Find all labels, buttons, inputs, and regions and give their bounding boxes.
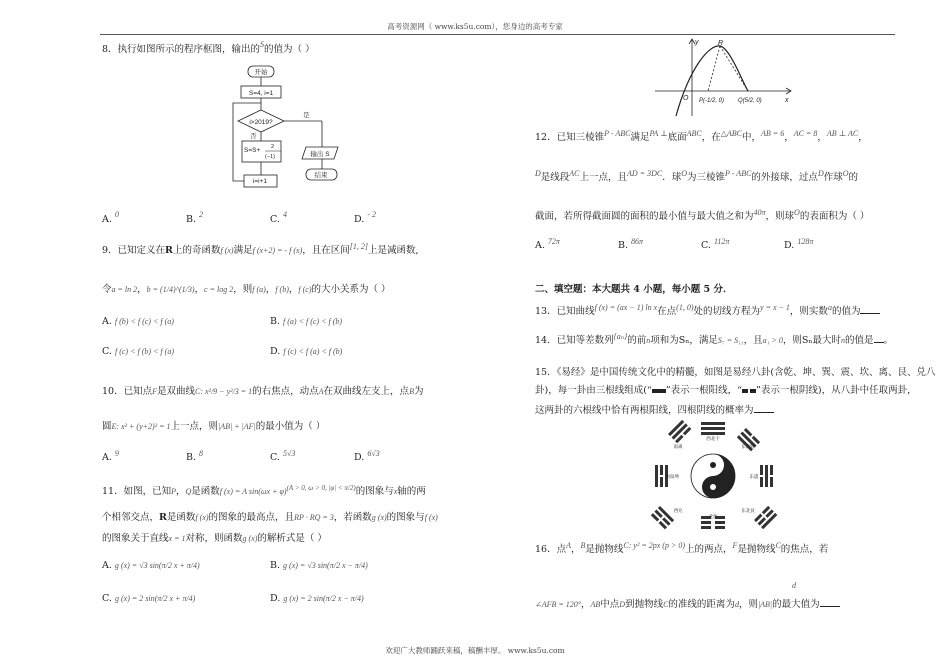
q8-option-b[interactable]: B. $^2$ [186, 210, 204, 225]
bagua-label-south: 南离 [673, 444, 683, 449]
q12-line2: $^D$是线段$^{AC}$上一点，且$^{AD = 3DC}$．球$^O$为三棱锥$^{P - ABC}$的外接球，过点$^D$作球$^O$的 [535, 169, 859, 183]
flow-init: S=4, i=1 [248, 90, 274, 97]
yin-line-left [742, 389, 748, 393]
q16-ratio-numerator: d [792, 581, 796, 590]
graph-point-p: P(-1/2, 0) [699, 98, 725, 104]
header-rule [100, 34, 895, 35]
q11-option-c[interactable]: C. g (x) = 2 sin(π/2 x + π/4) [102, 593, 196, 604]
q15-line2: 卦)，每一卦由三根线组成(“ ”表示一根阳线，“ ”表示一根阴线)，从八卦中任取两卦， [535, 385, 917, 396]
q8-option-a[interactable]: A. $^0$ [102, 210, 119, 225]
graph-axis-x: x [785, 97, 789, 104]
q12-option-a[interactable]: A. $^{72\pi}$ [535, 237, 560, 251]
q11-option-d[interactable]: D. g (x) = 2 sin(π/2 x − π/4) [270, 593, 364, 604]
flow-frac-den: (−1) [265, 154, 275, 160]
bagua-label-northwest: 西北干 [706, 436, 720, 441]
flow-no: 否 [250, 133, 257, 140]
q10-option-a[interactable]: A. $^9$ [102, 449, 119, 463]
flow-end: 结束 [314, 172, 328, 179]
bagua-label-southeast: 东南巽 [741, 444, 755, 449]
section-2-heading: 二、填空题：本大题共 4 小题，每小题 5 分． [535, 284, 733, 295]
q12-option-c[interactable]: C. $^{112\pi}$ [701, 237, 730, 251]
bagua-label-north: 北坎 [708, 514, 718, 519]
q8-option-d[interactable]: D. $^{- 2}$ [354, 210, 377, 225]
q10-line2: 圆E: x² + (y+2)² = 1上一点，则|AB| + |AF|的最小值为（ ） [102, 421, 326, 432]
q8-flowchart [228, 62, 353, 194]
graph-origin: O [683, 95, 689, 102]
q12-option-b[interactable]: B. $^{86\pi}$ [618, 237, 644, 251]
q9-line1: 9．已知定义在R上的奇函数f (x)满足f (x+2) = - f (x)，且在区间[1, 2]上是减函数, [102, 242, 419, 256]
q13: 13．已知曲线$^{f (x) = (ax - 1) ln x}$在点$^{(1, 0)}$处的切线方程为$^{y = x - 1}$，则实数$^a$的值为 [535, 304, 880, 317]
q14: 14．已知等差数列$^{\{a_n\}}$的前n项和为Sₙ，满足S₇ = S₁₁，且a₁ > 0，则Sₙ最大时n的值是 。 [535, 332, 894, 346]
q11-option-a[interactable]: A. g (x) = √3 sin(π/2 x + π/4) [102, 560, 200, 571]
q16-answer-blank[interactable] [820, 597, 840, 607]
q8-stem: 8．执行如图所示的程序框图，输出的$^S$的值为（ ） [102, 40, 315, 55]
q10-line1: 10．已知点F是双曲线C: x²/9 − y²/3 = 1的右焦点，动点A在双曲线左支上，点B为 [102, 386, 424, 397]
yang-line-symbol [652, 389, 666, 393]
q11-graph [650, 36, 795, 118]
q15-line3: 这两卦的六根线中恰有两根阳线，四根阴线的概率为 [535, 403, 774, 416]
flow-output: 输出 S [310, 151, 330, 158]
q9-option-c[interactable]: C. f (c) < f (b) < f (a) [102, 346, 174, 357]
q10-option-c[interactable]: C. $^{5√3}$ [270, 449, 296, 463]
q14-answer-blank[interactable] [874, 333, 884, 343]
q11-line1: 11．如图，已知P，Q是函数f (x) = A $\sin(\omega x + \varphi)^{(A > 0, \omega > 0, |\varphi| < \pi/2)}$的图象与x轴的两 [102, 484, 426, 497]
flow-start: 开始 [254, 69, 268, 76]
q10-option-b[interactable]: B. $^8$ [186, 449, 204, 463]
q9-option-b[interactable]: B. f (a) < f (c) < f (b) [270, 316, 343, 327]
flow-yes: 是 [303, 112, 310, 119]
page-header: 高考资源网（ www.ks5u.com），您身边的高考专家 [387, 22, 563, 31]
q12-option-d[interactable]: D. $^{128\pi}$ [784, 237, 814, 251]
q16-line2: ∠AFB = 120°，AB中点D到抛物线C的准线的距离为d，则|AB|的最大值为 [535, 597, 840, 610]
graph-axis-y: y [695, 39, 699, 46]
bagua-label-southwest: 西南坤 [665, 474, 679, 479]
q8-option-c[interactable]: C. $^4$ [270, 210, 287, 225]
q13-answer-blank[interactable] [860, 304, 880, 314]
bagua-label-northeast: 东北艮 [741, 508, 755, 513]
q11-line3: 的图象关于直线x = 1对称，则函数g (x)的解析式是（ ） [102, 533, 327, 544]
q15-answer-blank[interactable] [754, 403, 774, 413]
graph-point-q: Q(5/2, 0) [738, 98, 762, 104]
q9-line2: 令a = ln 2，b = (1/4)^(1/3)，c = log 2，则f (a)，f (b)，f (c)的大小关系为（ ） [102, 284, 391, 295]
q16-line1: 16．点$^A$，$^B$是抛物线$^{C: y^2 = 2px (p > 0)}$上的两点，$^F$是抛物线$^C$的焦点，若 [535, 541, 829, 555]
q9-option-a[interactable]: A. f (b) < f (c) < f (a) [102, 316, 174, 327]
q11-line2: 个相邻交点，R是函数f (x)的图象的最高点，且RP · RQ = 3，若函数g (x)的图象与f (x) [102, 512, 438, 523]
bagua-label-west: 西兑 [673, 508, 683, 513]
q12-line1: 12．已知三棱锥$^{P - ABC}$满足$^{PA \perp}$底面$^{ABC}$，在$^{\triangle ABC}$中，$^{AB = 6}$，$^{AC = 8}$，$^{AB \perp AC}$， [535, 129, 868, 143]
graph-point-r: R [718, 40, 724, 47]
flow-update: S=S+ [244, 147, 261, 154]
q9-option-d[interactable]: D. f (c) < f (a) < f (b) [270, 346, 343, 357]
q10-option-d[interactable]: D. $^{6√3}$ [354, 449, 380, 463]
q11-option-b[interactable]: B. g (x) = √3 sin(π/2 x − π/4) [270, 560, 368, 571]
bagua-label-east: 东震 [749, 474, 759, 479]
flow-frac-num: 2 [271, 144, 275, 150]
flow-increment: i=i+1 [252, 178, 268, 185]
q15-line1: 15．《易经》是中国传统文化中的精髓，如图是易经八卦(含乾、坤、巽、震、坎、离、艮、兑八 [535, 367, 936, 378]
page-footer: 欢迎广大教师踊跃来稿，稿酬丰厚。 www.ks5u.com [385, 646, 565, 655]
q12-line3: 截面，若所得截面圆的面积的最小值与最大值之和为$^{40\pi}$，则球$^O$的表面积为（ ） [535, 208, 870, 222]
bagua-figure [650, 420, 780, 532]
flow-condition: i>2019? [249, 119, 273, 126]
